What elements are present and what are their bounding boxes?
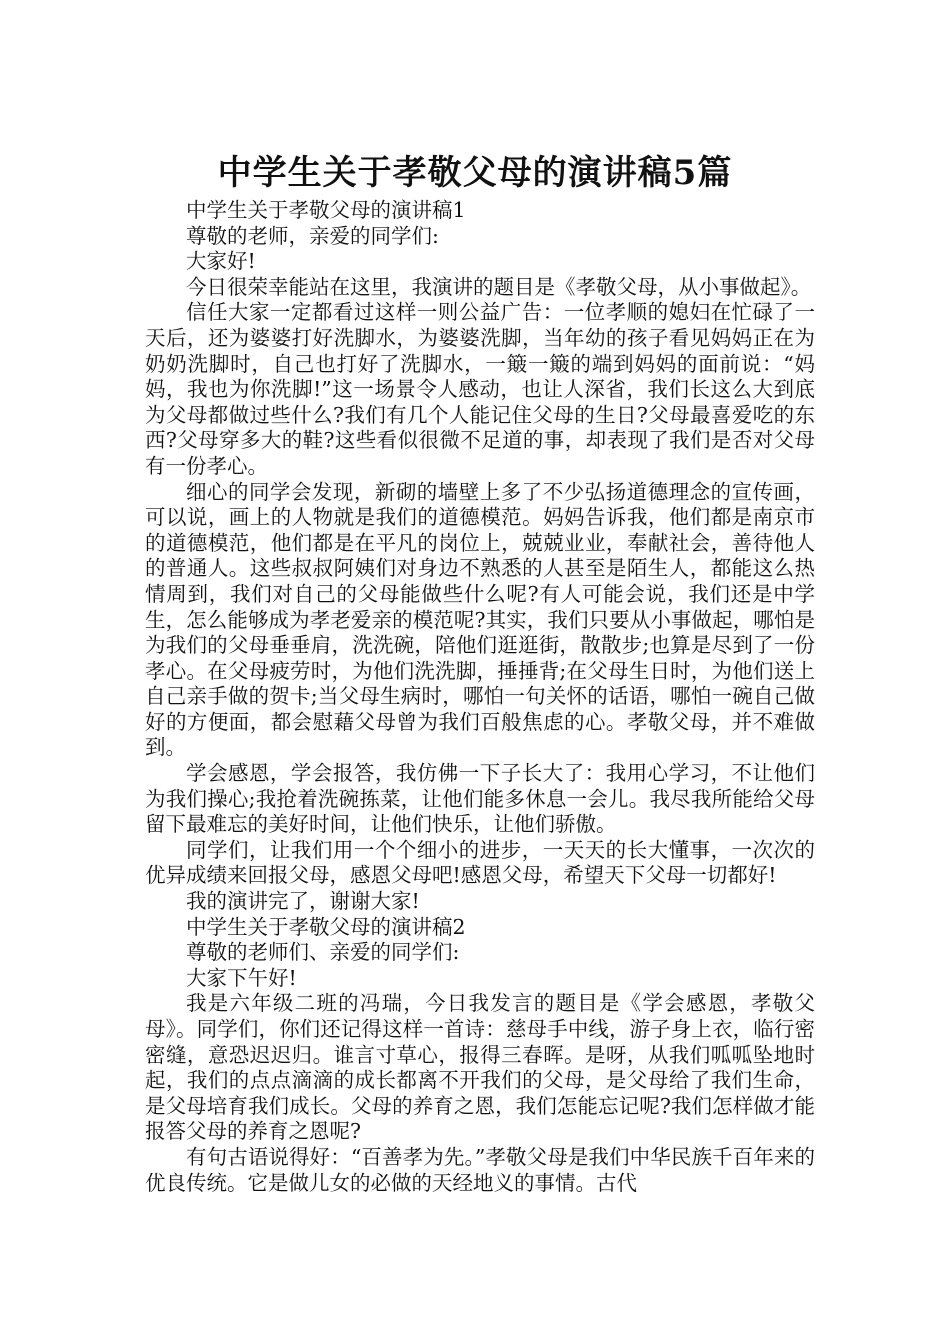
section-heading-1: 中学生关于孝敬父母的演讲稿1	[186, 198, 466, 222]
body-paragraph: 我是六年级二班的冯瑞，今日我发言的题目是《学会感恩，孝敬父母》。同学们，你们还记得这样一首诗：慈母手中线，游子身上衣，临行密密缝，意恐迟迟归。谁言寸草心，报得三春晖。是呀，从我们呱呱坠地时起，我们的点点滴滴的成长都离不开我们的父母，是父母给了我们生命，是父母培育我们成长。父母的养育之恩，我们怎能忘记呢?我们怎样做才能报答父母的养育之恩呢?	[145, 991, 815, 1144]
body-paragraph: 今日很荣幸能站在这里，我演讲的题目是《孝敬父母，从小事做起》。	[186, 274, 812, 299]
closing-line: 我的演讲完了，谢谢大家!	[186, 889, 420, 914]
body-paragraph: 细心的同学会发现，新砌的墙壁上多了不少弘扬道德理念的宣传画，可以说，画上的人物就是我们的道德模范。妈妈告诉我，他们都是南京市的道德模范，他们都是在平凡的岗位上，兢兢业业，奉献社会，善待他人的普通人。这些叔叔阿姨们对身边不熟悉的人甚至是陌生人，都能这么热情周到，我们对自己的父母能做些什么呢?有人可能会说，我们还是中学生，怎么能够成为孝老爱亲的模范呢?其实，我们只要从小事做起，哪怕是为我们的父母垂垂肩，洗洗碗，陪他们逛逛街，散散步;也算是尽到了一份孝心。在父母疲劳时，为他们洗洗脚，捶捶背;在父母生日时，为他们送上自己亲手做的贺卡;当父母生病时，哪怕一句关怀的话语，哪怕一碗自己做好的方便面，都会慰藉父母曾为我们百般焦虑的心。孝敬父母，并不难做到。	[145, 479, 815, 760]
document-title: 中学生关于孝敬父母的演讲稿5篇	[217, 152, 733, 193]
body-paragraph: 同学们，让我们用一个个细小的进步，一天天的长大懂事，一次次的优异成绩来回报父母，感恩父母吧!感恩父母，希望天下父母一切都好!	[145, 837, 815, 888]
salutation: 尊敬的老师们、亲爱的同学们:	[186, 940, 460, 965]
body-paragraph: 信任大家一定都看过这样一则公益广告：一位孝顺的媳妇在忙碌了一天后，还为婆婆打好洗脚水，为婆婆洗脚，当年幼的孩子看见妈妈正在为奶奶洗脚时，自己也打好了洗脚水，一簸一簸的端到妈妈的面前说：“妈妈，我也为你洗脚!”这一场景令人感动，也让人深省，我们长这么大到底为父母都做过些什么?我们有几个人能记住父母的生日?父母最喜爱吃的东西?父母穿多大的鞋?这些看似很微不足道的事，却表现了我们是否对父母有一份孝心。	[145, 300, 815, 478]
greeting: 大家下午好!	[186, 965, 297, 990]
section-heading-2: 中学生关于孝敬父母的演讲稿2	[186, 914, 466, 939]
body-paragraph: 有句古语说得好：“百善孝为先。”孝敬父母是我们中华民族千百年来的优良传统。它是做儿女的必做的天经地义的事情。古代	[145, 1144, 815, 1195]
greeting: 大家好!	[186, 249, 256, 274]
salutation: 尊敬的老师，亲爱的同学们:	[186, 223, 439, 248]
body-paragraph: 学会感恩，学会报答，我仿佛一下子长大了：我用心学习，不让他们为我们操心;我抢着洗碗拣菜，让他们能多休息一会儿。我尽我所能给父母留下最难忘的美好时间，让他们快乐，让他们骄傲。	[145, 761, 815, 837]
document-body	[145, 198, 815, 1196]
